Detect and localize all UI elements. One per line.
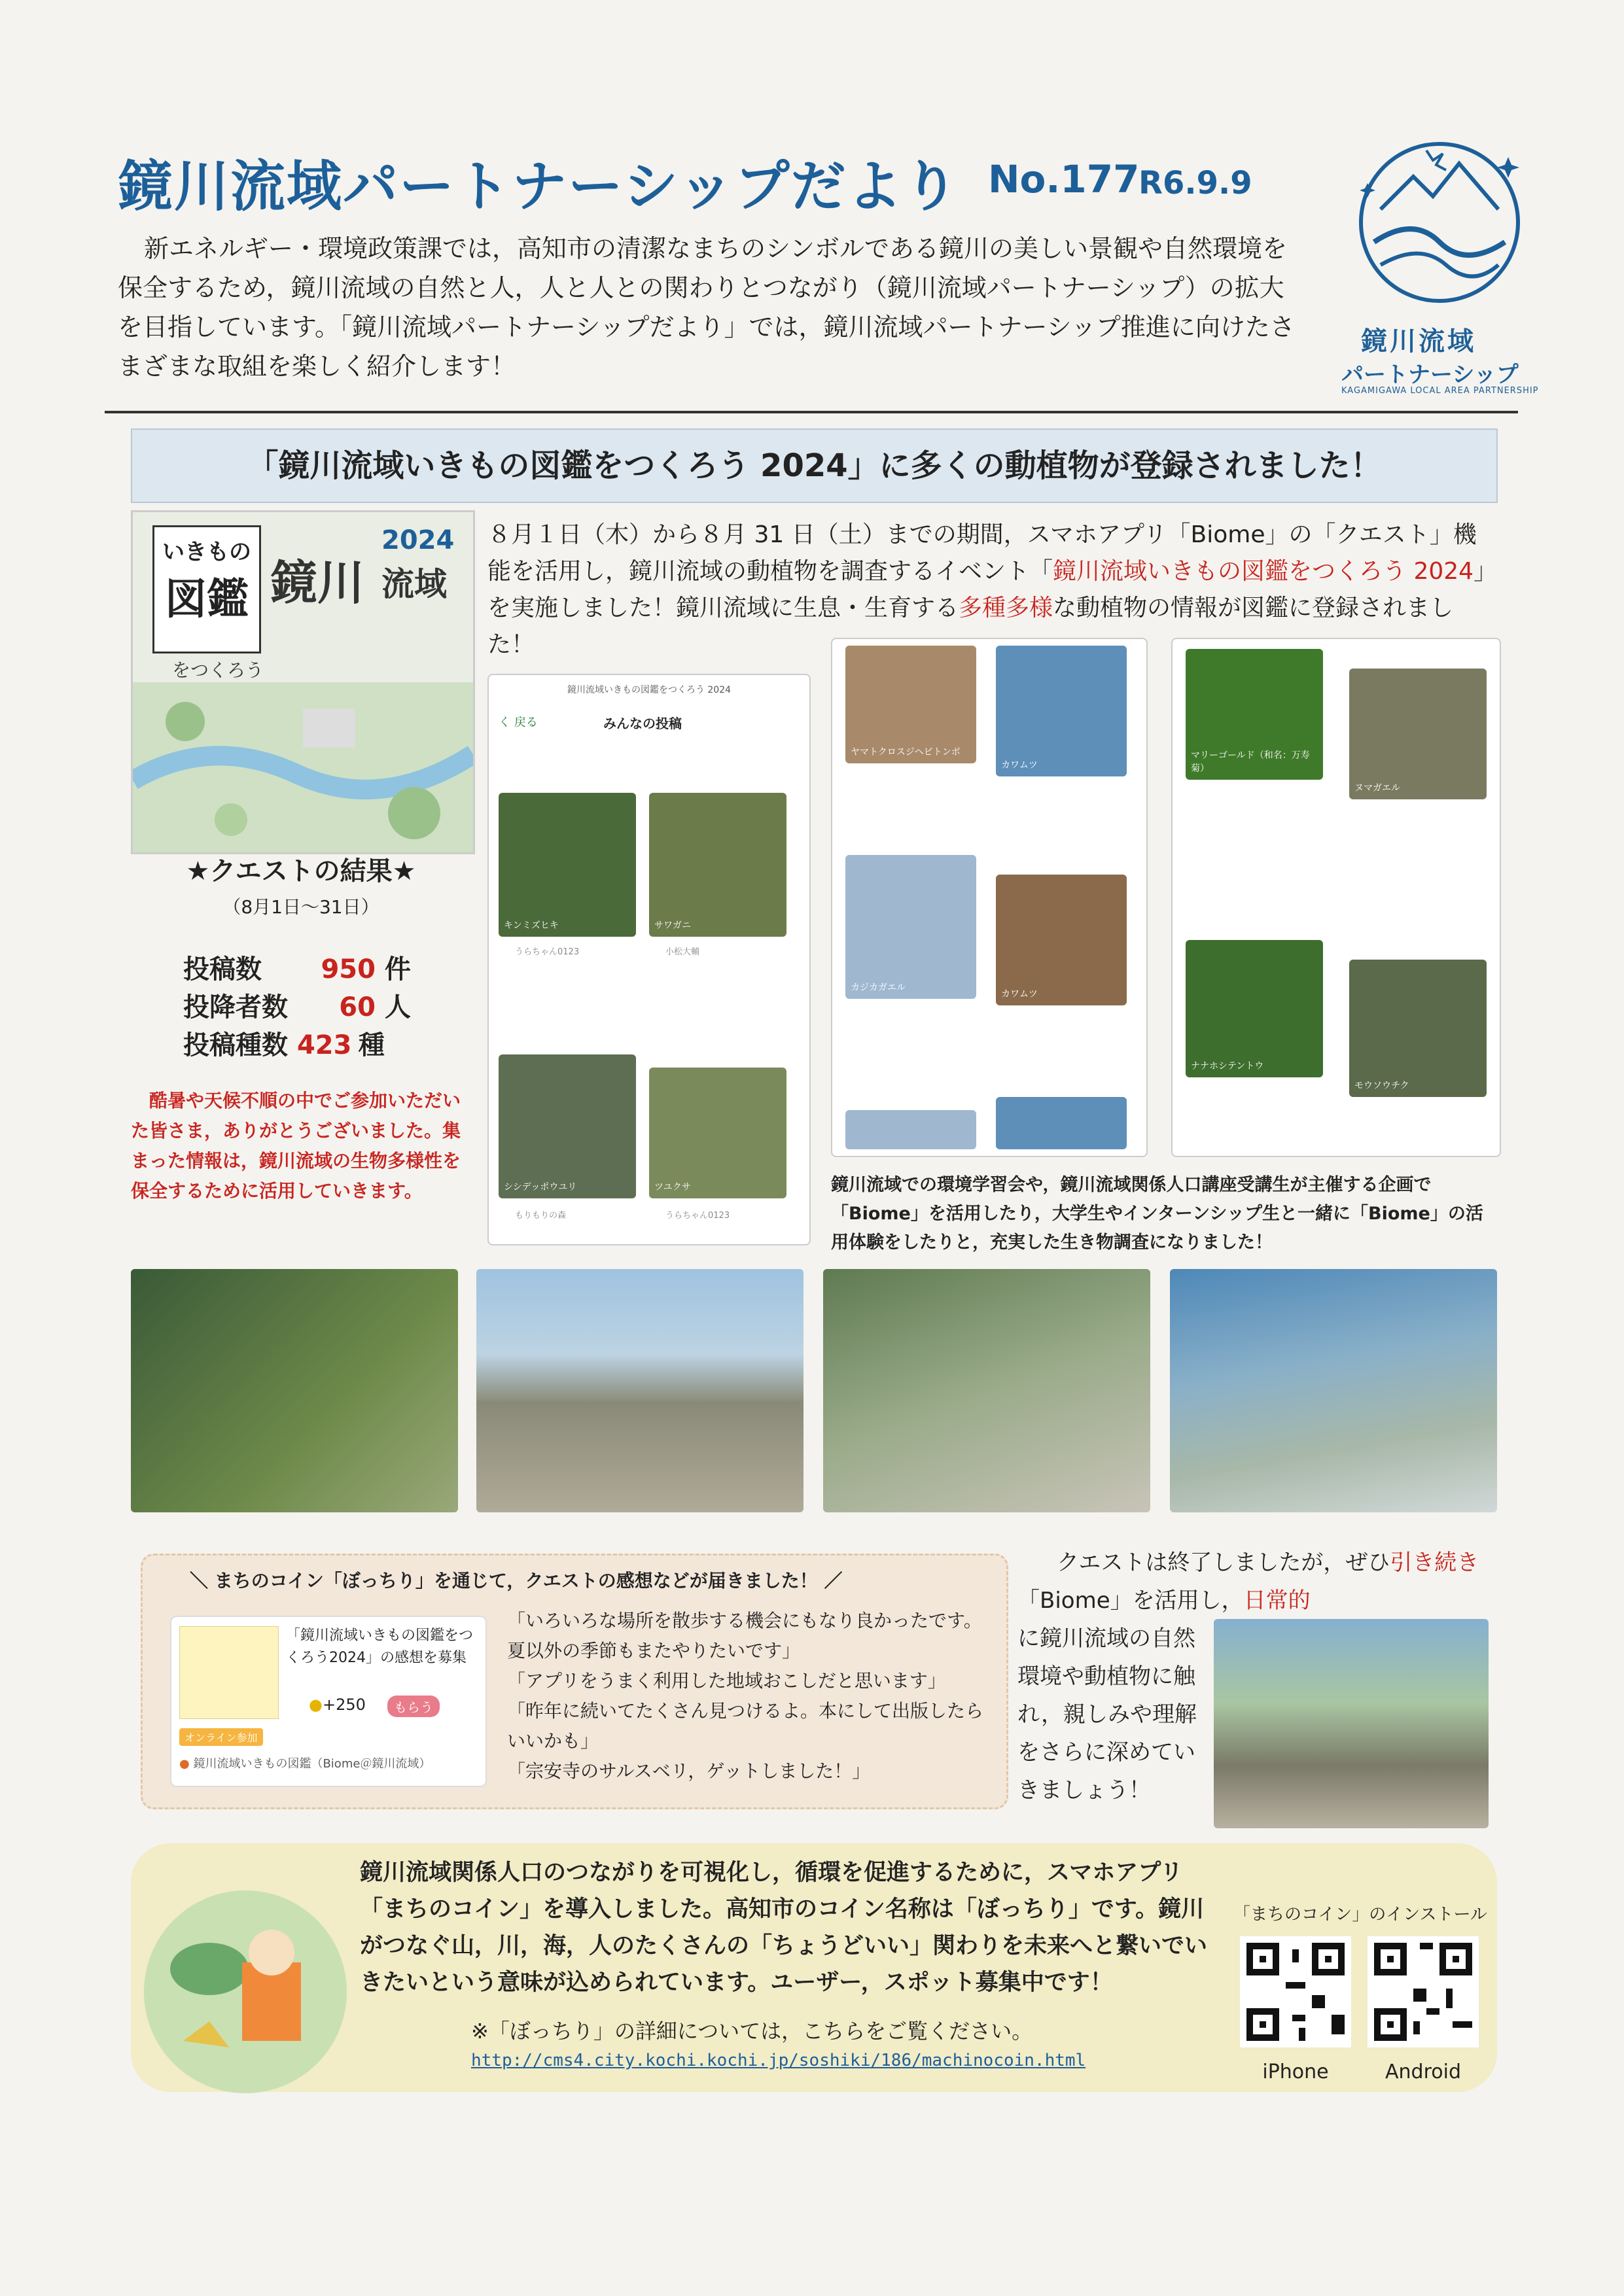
quest-cover-image — [131, 510, 475, 854]
closing-line-2 — [1017, 1582, 1521, 1620]
species-label: シシデッポウユリ — [504, 1182, 577, 1192]
cover-big-text: 図鑑 — [165, 576, 249, 624]
stat-value: 423 — [296, 1030, 352, 1060]
closing-text-a: クエストは終了しましたが，ぜひ — [1057, 1550, 1390, 1576]
cover-region: 流域 — [381, 565, 447, 603]
river-logo-icon — [1335, 124, 1544, 321]
user-name: もりもりの森 — [515, 1211, 567, 1221]
logo-text-line3: KAGAMIGAWA LOCAL AREA PARTNERSHIP — [1341, 386, 1539, 396]
tab-all-posts[interactable]: みんなの投稿 — [603, 716, 682, 731]
intro-paragraph: 新エネルギー・環境政策課では，高知市の清潔なまちのシンボルである鏡川の美しい景観や自然環境を保全するため，鏡川流域の自然と人，人と人との関わりとつながり（鏡川流域パートナーシップ）の拡大を目指しています。「鏡川流域パートナーシップだより」では，鏡川流域パートナーシップ推進に向けたさまざまな取組を楽しく紹介します！ — [118, 234, 1295, 381]
app-screenshot-posts — [487, 674, 811, 1245]
android-label: Android — [1385, 2061, 1461, 2083]
photo-aquarium-tent — [1170, 1269, 1497, 1512]
cover-river-name: 鏡川 — [270, 555, 365, 610]
post-photo[interactable] — [1349, 960, 1487, 1097]
coin-campaign-card[interactable] — [170, 1616, 487, 1787]
user-name: うらちゃん0123 — [665, 1211, 730, 1221]
campaign-location — [179, 1754, 431, 1771]
quest-period: （8月1日～31日） — [222, 896, 380, 918]
stat-posts — [183, 948, 411, 986]
stat-value: 950 — [321, 954, 376, 984]
closing-text-b: 「Biome」を活用し， — [1017, 1588, 1244, 1614]
details-note: ※「ぼっちり」の詳細については，こちらをご覧ください。 — [471, 2019, 1033, 2044]
app-header: 鏡川流域いきもの図鑑をつくろう 2024 — [567, 685, 732, 695]
stat-contributors — [183, 986, 411, 1024]
event-text-2: 」を実施しました！鏡川流域に生息・生育する — [487, 558, 1486, 621]
stat-species — [183, 1024, 385, 1062]
banner-text: 「鏡川流域いきもの図鑑をつくろう 2024」に多くの動植物が登録されました！ — [247, 447, 1382, 484]
cover-map-illustration — [133, 682, 473, 852]
online-badge: オンライン参加 — [179, 1728, 263, 1746]
continue-highlight: 引き続き — [1390, 1550, 1479, 1576]
post-photo[interactable] — [845, 855, 976, 999]
daily-highlight: 日常的 — [1243, 1588, 1311, 1614]
closing-line-1 — [1017, 1544, 1521, 1582]
event-text-1: ８月１日（木）から８月 31 日（土）までの期間，スマホアプリ「Biome」の「クエスト」機能を活用し，鏡川流域の動植物を調査するイベント「 — [487, 521, 1477, 585]
cover-sub: をつくろう — [172, 659, 264, 681]
post-photo[interactable] — [996, 646, 1127, 776]
species-label: ツユクサ — [654, 1182, 691, 1192]
location-pin-icon: ● — [179, 1757, 190, 1771]
post-photo[interactable] — [845, 1110, 976, 1149]
logo-text-line1: 鏡川流域 — [1361, 326, 1476, 357]
event-name-highlight: 鏡川流域いきもの図鑑をつくろう 2024 — [1053, 558, 1474, 585]
comment-item: 「昨年に続いてたくさん見つけるよ。本にして出版したらいいかも」 — [507, 1700, 984, 1752]
receive-badge[interactable]: もらう — [387, 1696, 440, 1717]
user-name: 小松大輔 — [665, 947, 700, 957]
post-photo[interactable] — [1186, 649, 1323, 780]
points-value: +250 — [322, 1696, 366, 1714]
comment-item: 「いろいろな場所を散歩する機会にもなり良かったです。夏以外の季節もまたやりたいです」 — [507, 1610, 982, 1661]
issue-date: R6.9.9 — [1139, 165, 1252, 201]
back-button[interactable]: く 戻る — [499, 716, 538, 729]
photo-student-phone — [131, 1269, 458, 1512]
qr-icon — [1368, 1936, 1479, 2047]
install-label: 「まちのコイン」のインストール — [1233, 1905, 1487, 1924]
qr-icon — [1240, 1936, 1351, 2047]
post-photo[interactable] — [499, 1054, 636, 1198]
species-label: ヤマトクロスジヘビトンボ — [851, 747, 961, 757]
post-photo[interactable] — [1349, 669, 1487, 799]
post-photo[interactable] — [649, 793, 786, 937]
activity-caption: 鏡川流域での環境学習会や，鏡川流域関係人口講座受講生が主催する企画で「Biome」を活用したり，大学生やインターンシップ生と一緒に「Biome」の活用体験をしたりと，充実した生き物調査になりました！ — [831, 1175, 1483, 1253]
comments-heading: ＼ まちのコイン「ぼっちり」を通じて，クエストの感想などが届きました！ ／ — [190, 1570, 843, 1592]
diversity-highlight: 多種多様 — [959, 595, 1053, 621]
stat-label: 投降者数 — [183, 992, 288, 1022]
species-label: サワガニ — [654, 920, 691, 931]
quest-result-heading: ★クエストの結果★ — [186, 856, 416, 886]
app-screenshot-plants — [1171, 638, 1501, 1157]
post-photo[interactable] — [1186, 940, 1323, 1077]
app-screenshot-fish — [831, 638, 1148, 1157]
cover-year: 2024 — [381, 525, 455, 555]
photo-shrine-umbrella — [823, 1269, 1150, 1512]
campaign-points — [309, 1696, 366, 1714]
machinocoin-mascot — [144, 1890, 347, 2093]
comment-item: 「宗安寺のサルスベリ，ゲットしました！」 — [507, 1760, 871, 1782]
campaign-thumbnail — [179, 1626, 279, 1719]
photo-river-kneeling — [1214, 1619, 1489, 1828]
stat-unit: 人 — [384, 992, 411, 1022]
species-label: マリーゴールド（和名：万寿菊） — [1191, 750, 1310, 774]
location-text: 鏡川流域いきもの図鑑（Biome＠鏡川流域） — [193, 1757, 431, 1771]
post-photo[interactable] — [845, 646, 976, 763]
post-photo[interactable] — [996, 875, 1127, 1005]
comment-item: 「アプリをうまく利用した地域おこしだと思います」 — [507, 1670, 946, 1692]
mascot-illustration-icon — [144, 1890, 347, 2093]
species-label: キンミズヒキ — [504, 920, 559, 931]
header-divider — [105, 411, 1518, 413]
post-photo[interactable] — [996, 1097, 1127, 1149]
iphone-qr-code[interactable] — [1240, 1936, 1351, 2047]
page-title: 鏡川流域パートナーシップだより — [118, 154, 960, 218]
post-photo[interactable] — [649, 1068, 786, 1198]
post-photo[interactable] — [499, 793, 636, 937]
stat-unit: 件 — [384, 954, 411, 984]
thanks-message: 酷暑や天候不順の中でご参加いただいた皆さま，ありがとうございました。集まった情報は，鏡川流域の生物多様性を保全するために活用していきます。 — [131, 1090, 461, 1202]
section-banner — [131, 428, 1498, 503]
stat-label: 投稿数 — [183, 954, 262, 984]
campaign-title: 「鏡川流域いきもの図鑑をつくろう2024」の感想を募集 — [286, 1627, 474, 1666]
stat-value: 60 — [339, 992, 376, 1022]
species-label: カジカガエル — [851, 983, 906, 993]
species-label: ナナホシテントウ — [1191, 1061, 1264, 1071]
issue-number: No.177 — [988, 157, 1140, 201]
event-text-3: な動植物の情報が図鑑に登録されました！ — [487, 595, 1454, 658]
species-label: ヌマガエル — [1354, 783, 1400, 793]
species-label: カワムツ — [1001, 760, 1038, 771]
user-name: うらちゃん0123 — [515, 947, 580, 957]
species-label: カワムツ — [1001, 989, 1038, 1000]
stat-unit: 種 — [358, 1030, 385, 1060]
android-qr-code[interactable] — [1368, 1936, 1479, 2047]
cover-small-text: いきもの — [162, 539, 251, 565]
coin-icon: ● — [309, 1696, 323, 1714]
stat-label: 投稿種数 — [183, 1030, 288, 1060]
species-label: モウソウチク — [1354, 1081, 1409, 1091]
details-link[interactable]: http://cms4.city.kochi.kochi.jp/soshiki/186/machinocoin.html — [471, 2051, 1086, 2070]
photo-riverside-survey — [476, 1269, 803, 1512]
iphone-label: iPhone — [1262, 2061, 1329, 2083]
machinocoin-description: 鏡川流域関係人口のつながりを可視化し，循環を促進するために，スマホアプリ「まちのコイン」を導入しました。高知市のコイン名称は「ぼっちり」です。鏡川がつなぐ山，川，海，人のたくさんの「ちょうどいい」関わりを未来へと繋いでいきたいという意味が込められています。ユーザー，スポット募集中です！ — [360, 1860, 1208, 1996]
comment-list — [507, 1606, 991, 1786]
closing-line-3: に鏡川流域の自然環境や動植物に触れ，親しみや理解をさらに深めていきましょう！ — [1017, 1626, 1197, 1803]
logo-text-line2: パートナーシップ — [1341, 362, 1519, 388]
cover-title-box — [152, 525, 261, 653]
